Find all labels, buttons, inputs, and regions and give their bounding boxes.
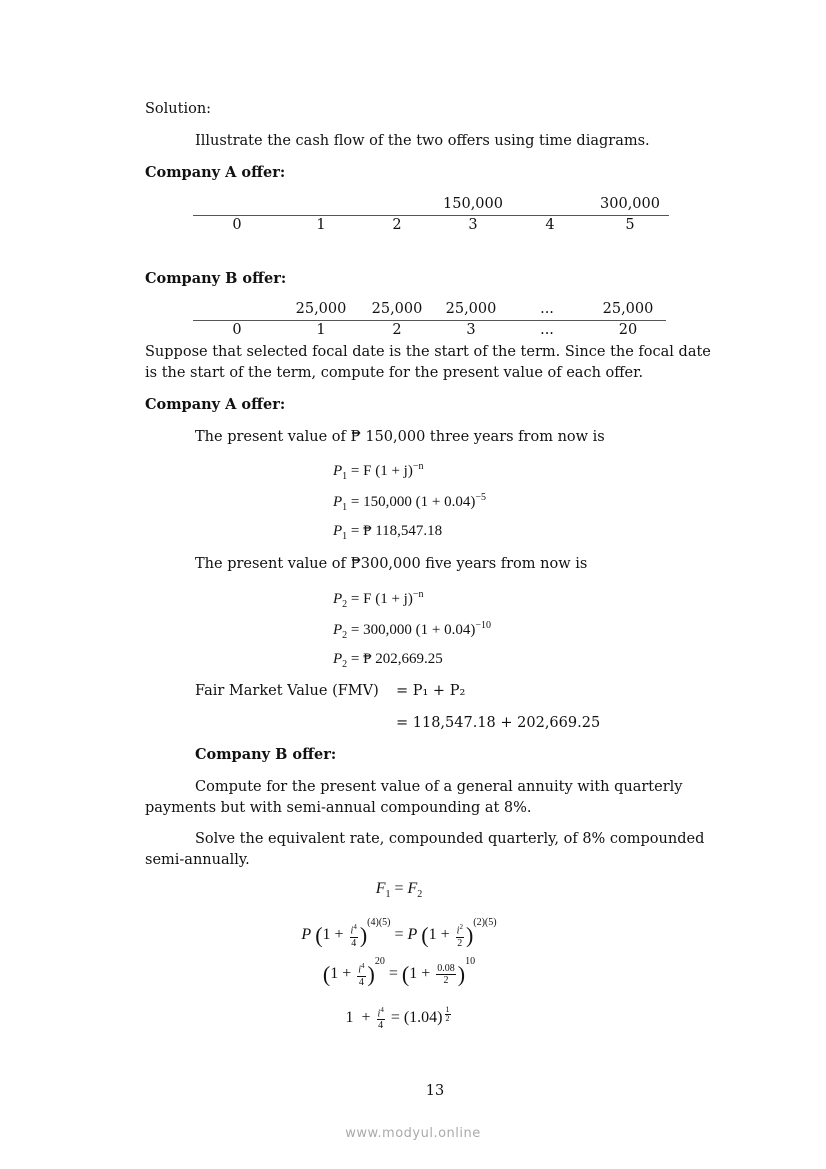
fmv-equation-2: = 118,547.18 + 202,669.25 (396, 715, 601, 731)
var: P (301, 926, 312, 943)
one-plus: 1 + (409, 965, 435, 982)
sub: 1 (342, 471, 348, 482)
exp: 10 (465, 956, 476, 967)
var: F (407, 880, 418, 897)
equation-compound-numeric: (1 + $\frac{i^4}{4}$ )$^{20}$ = (1 + $\frac{0.08}{2}$ )$^{10}$ (322, 956, 476, 988)
company-a-heading-2: Company A offer: (145, 396, 286, 413)
annuity-text-2: payments but with semi-annual compounding at 8%. (145, 800, 532, 816)
timeline-period: 1 (316, 322, 326, 338)
var: i (350, 925, 354, 937)
rhs: = ₱ 202,669.25 (347, 651, 443, 667)
timeline-amount: ... (540, 301, 554, 317)
timeline-period: 3 (468, 217, 478, 233)
sub: 1 (385, 889, 391, 901)
fraction (436, 963, 456, 986)
fmv-label: Fair Market Value (FMV) (195, 683, 379, 699)
timeline-period: 0 (232, 322, 242, 338)
timeline-period: 1 (316, 217, 326, 233)
var: P (333, 651, 343, 667)
rhs: = ₱ 118,547.18 (347, 523, 443, 539)
fraction (350, 922, 358, 948)
equation-p1-result (333, 521, 442, 547)
var: P (333, 591, 343, 607)
one-plus: 1 + (322, 926, 348, 943)
den: 4 (378, 1020, 384, 1032)
var: P (333, 622, 343, 638)
sub: 2 (342, 659, 348, 670)
var: P (333, 523, 343, 539)
rhs: = F (1 + j) (347, 591, 413, 607)
one-plus: 1 + (330, 965, 356, 982)
equation-p2-formula (333, 585, 423, 615)
one-plus: 1 + (345, 1008, 375, 1026)
fmv-equation-1: = P₁ + P₂ (396, 683, 466, 699)
exp: 20 (374, 956, 385, 967)
var: P (333, 463, 343, 479)
den: 2 (457, 937, 463, 949)
var: i (456, 925, 460, 937)
sub: 2 (342, 630, 348, 641)
fraction (377, 1005, 385, 1031)
exp: −n (412, 589, 424, 600)
fraction (456, 922, 464, 948)
equals: = (390, 880, 408, 897)
timeline-period: 2 (392, 217, 402, 233)
sub: 2 (342, 599, 348, 610)
var: i (377, 1008, 381, 1020)
equation-p2-result (333, 649, 443, 675)
timeline-period: 5 (625, 217, 635, 233)
equation-p1-substitution (333, 488, 486, 518)
sup: 4 (361, 962, 365, 971)
timeline-amount: 25,000 (371, 301, 423, 317)
exp: −n (412, 461, 424, 472)
sup: 4 (353, 923, 357, 932)
sub: 1 (342, 502, 348, 513)
timeline-period: 3 (466, 322, 476, 338)
den: 2 (445, 1013, 450, 1023)
den: 4 (351, 937, 357, 949)
fraction (357, 961, 365, 987)
sub: 2 (417, 889, 423, 901)
timeline-amount: 150,000 (443, 196, 503, 212)
sup: 2 (459, 923, 463, 932)
equation-quarterly-rate (0, 1005, 826, 1031)
rhs: = F (1 + j) (347, 463, 413, 479)
timeline-amount: 300,000 (600, 196, 660, 212)
equation-p1-formula (333, 457, 423, 487)
timeline-amount: 25,000 (295, 301, 347, 317)
annuity-text-1: Compute for the present value of a general annuity with quarterly (195, 779, 683, 795)
timeline-amount: 25,000 (602, 301, 654, 317)
equation-p2-substitution (333, 616, 491, 646)
var: F (375, 880, 386, 897)
den: 4 (358, 976, 364, 988)
company-b-heading: Company B offer: (145, 270, 287, 287)
exp: −10 (475, 620, 491, 631)
rhs: = 150,000 (1 + 0.04) (347, 494, 476, 510)
var: P (407, 926, 418, 943)
var: P (333, 494, 343, 510)
timeline-period: 0 (232, 217, 242, 233)
num: 1 (445, 1004, 450, 1014)
exp: −5 (475, 492, 486, 503)
exp: (4)(5) (367, 917, 391, 928)
timeline-b-axis (193, 320, 666, 321)
exponent-fraction (445, 1006, 451, 1023)
base: (1.04) (403, 1008, 443, 1026)
timeline-period: ... (540, 322, 554, 338)
exp: (2)(5) (473, 917, 497, 928)
timeline-amount: 25,000 (445, 301, 497, 317)
solution-label: Solution: (145, 101, 212, 117)
timeline-period: 4 (545, 217, 555, 233)
equiv-text-1: Solve the equivalent rate, compounded quarterly, of 8% compounded (195, 831, 705, 847)
timeline-a-axis (193, 215, 669, 216)
focal-text-2: is the start of the term, compute for the present value of each offer. (145, 365, 644, 381)
var: i (358, 964, 362, 976)
intro-text: Illustrate the cash flow of the two offers using time diagrams. (195, 133, 650, 149)
equals: = (390, 926, 408, 943)
num: 0.08 (437, 962, 455, 974)
den: 2 (443, 974, 449, 986)
equation-f1-f2 (0, 880, 826, 900)
focal-text-1: Suppose that selected focal date is the start of the term. Since the focal date (145, 344, 711, 360)
company-a-heading: Company A offer: (145, 164, 286, 181)
one-plus: 1 + (428, 926, 454, 943)
watermark: www.modyul.online (345, 1126, 481, 1141)
pv2-text: The present value of ₱300,000 five years from now is (195, 556, 588, 572)
page-number: 13 (425, 1083, 445, 1099)
equals: = (384, 965, 402, 982)
pv1-text: The present value of ₱ 150,000 three years from now is (195, 429, 605, 445)
company-b-heading-2: Company B offer: (195, 746, 337, 763)
timeline-period: 20 (618, 322, 638, 338)
sub: 1 (342, 531, 348, 542)
rhs: = 300,000 (1 + 0.04) (347, 622, 476, 638)
equiv-text-2: semi-annually. (145, 852, 250, 868)
timeline-period: 2 (392, 322, 402, 338)
equation-compound-general: P (1 + $\frac{i^4}{4}$ )$^{(4)(5)}$ = P (1 + $\frac{i^2}{2}$ )$^{(2)(5)}$ (301, 917, 497, 949)
equals: = (386, 1008, 404, 1026)
sup: 4 (380, 1006, 384, 1014)
